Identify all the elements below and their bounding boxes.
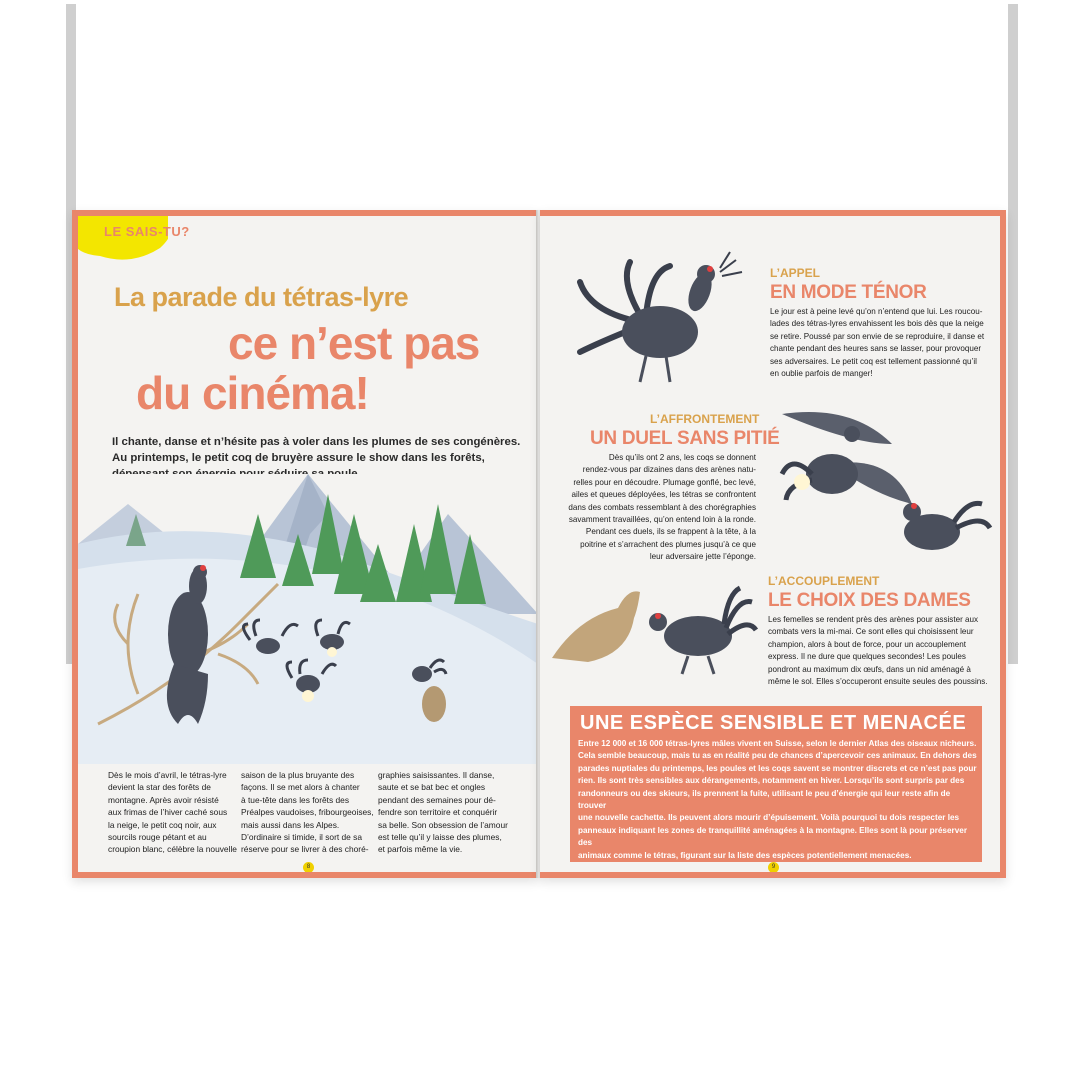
left-page	[72, 210, 538, 878]
section-3-text: Les femelles se rendent près des arènes pour assister aux combats vers la mi-mai. Ce sont elles qui choisissent leur champion, alors à bout de force, pour un accouplement express. Il ne dure que quelques secondes! Les poules pondront au maximum dix œufs, dans un nid aménagé à même le sol. Elles s’occuperont ensuite seules des poussins.	[768, 615, 988, 687]
title-line-1: La parade du tétras-lyre	[114, 282, 409, 312]
box-text: Entre 12 000 et 16 000 tétras-lyres mâles vivent en Suisse, selon le dernier Atlas des oiseaux nicheurs. Cela semble beaucoup, mais tu as en réalité peu de chances d’apercevoir ces animaux. En dehors des parades nuptiales du printemps, les poules et les coqs savent se montrer discrets et ce n’est pas pour rien. Ils sont très sensibles aux dérangements, notamment en hiver. Lorsqu’ils sont surpris par des randonneurs ou des skieurs, ils prennent la fuite, utilisant le peu d’énergie qui leur reste afin de trouver une nouvelle cachette. Ils peuvent alors mourir d’épuisement. Voilà pourquoi tu dois respecter les panneaux indiquant les zones de tranquillité aménagées à la montagne. Elles sont là pour préserver des animaux comme le tétras, figurant sur la liste des espèces potentiellement menacées.	[578, 739, 977, 860]
body-column-1: Dès le mois d’avril, le tétras-lyre devient la star des forêts de montagne. Après avoir résisté aux frimas de l’hiver caché sous la neige, le petit coq noir, aux sourcils rouge pétant et au croupion blanc, célèbre la nouvelle	[108, 770, 237, 855]
fighting-grouse-illustration	[772, 404, 998, 564]
right-page	[540, 210, 1006, 878]
title-line-2: ce n’est pas	[228, 317, 480, 369]
title-line-3: du cinéma!	[136, 367, 369, 419]
endangered-species-box	[570, 706, 982, 862]
section-1-title: EN MODE TÉNOR	[770, 282, 927, 303]
section-3-kicker: L’ACCOUPLEMENT	[768, 574, 880, 588]
body-column-2: saison de la plus bruyante des façons. Il se met alors à chanter à tue-tête dans les forêts des Préalpes vaudoises, fribourgeoises, mais aussi dans les Alpes. D’ordinaire si timide, il sort de sa réserve pour se livrer à des choré-	[241, 770, 374, 855]
page-number-left: 8	[303, 862, 314, 872]
badge-label: LE SAIS-TU?	[104, 224, 190, 239]
magazine-spread	[72, 210, 1013, 878]
section-2-title: UN DUEL SANS PITIÉ	[590, 428, 780, 449]
section-3-title: LE CHOIX DES DAMES	[768, 590, 971, 611]
mating-grouse-illustration	[548, 578, 758, 678]
body-column-3: graphies saisissantes. Il danse, saute et se bat bec et ongles pendant des semaines pour dé- fendre son territoire et conquérir sa belle. Son obsession de l’amour est telle qu’il y laisse des plumes, et parfois même la vie.	[378, 770, 508, 855]
section-1-text: Le jour est à peine levé qu’on n’entend que lui. Les roucou- lades des tétras-lyres envahissent les bois dès que la neige se retire. Poussé par son envie de se reproduire, il danse et chante pendant des heures sans se lasser, pour provoquer ses adversaires. Le petit coq est tellement passionné qu’il en oublie parfois de manger!	[770, 307, 985, 379]
snow-scene-illustration	[78, 474, 538, 764]
section-2-kicker: L’AFFRONTEMENT	[650, 412, 760, 426]
section-2-text: Dès qu’ils ont 2 ans, les coqs se donnent rendez-vous par dizaines dans des arènes natu- relles pour en découdre. Plumage gonflé, bec levé, ailes et queues déployées, les tétras se confrontent dans des combats ressemblant à des chorégraphies savamment travaillées, qu’on entend loin à la ronde. Pendant ces duels, ils se frappent à la tête, à la poitrine et s’arrachent des plumes jusqu’à ce que leur adversaire jette l’éponge.	[568, 453, 756, 562]
box-title: UNE ESPÈCE SENSIBLE ET MENACÉE	[580, 712, 967, 734]
intro-paragraph: Il chante, danse et n’hésite pas à voler dans les plumes de ses congénères. Au printemps, le petit coq de bruyère assure le show dans les forêts,	[112, 436, 521, 464]
singing-grouse-illustration	[560, 242, 750, 402]
section-1-kicker: L’APPEL	[770, 266, 821, 280]
page-number-right: 9	[768, 862, 779, 872]
